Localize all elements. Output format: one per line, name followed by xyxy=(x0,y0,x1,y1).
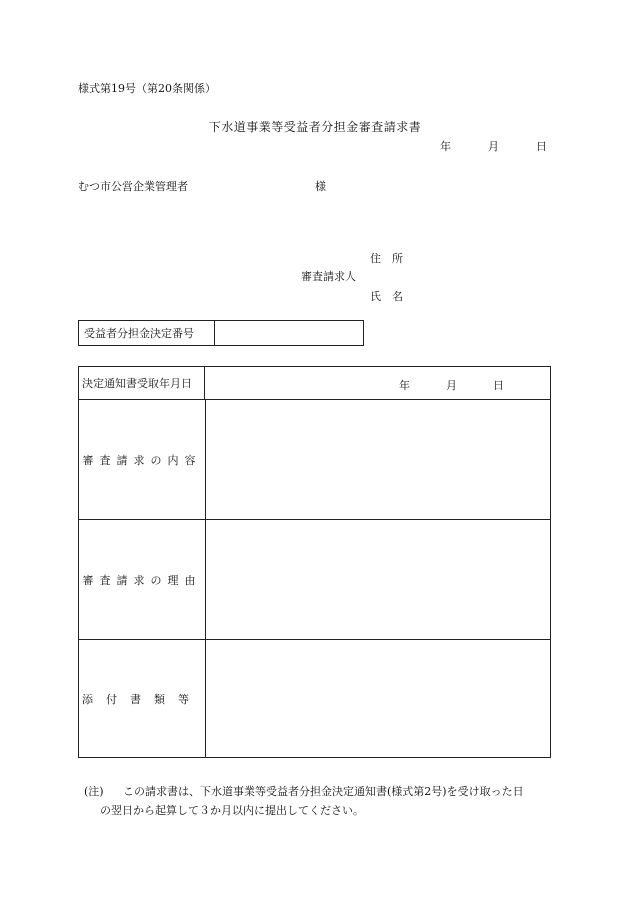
note-text-line1: この請求書は、下水道事業等受益者分担金決定通知書(様式第2号)を受け取った日 xyxy=(123,785,524,798)
content-row xyxy=(79,399,550,519)
attachments-row xyxy=(79,639,550,757)
content-field[interactable] xyxy=(205,400,550,519)
name-label: 氏 名 xyxy=(370,290,403,303)
requester-label: 審査請求人 xyxy=(301,270,356,283)
receipt-month-label: 月 xyxy=(446,379,457,392)
recipient-honorific: 様 xyxy=(315,180,326,193)
decision-number-box xyxy=(78,320,364,346)
reason-label: 審査請求の理由 xyxy=(79,520,206,639)
decision-number-label: 受益者分担金決定番号 xyxy=(79,321,215,345)
receipt-date-row xyxy=(79,367,550,399)
receipt-day-label: 日 xyxy=(493,379,504,392)
date-year-label: 年 xyxy=(440,140,451,153)
date-month-label: 月 xyxy=(488,140,499,153)
address-label: 住 所 xyxy=(370,252,403,265)
reason-field[interactable] xyxy=(205,520,550,639)
recipient-name: むつ市公営企業管理者 xyxy=(78,180,188,193)
decision-number-field[interactable] xyxy=(215,321,363,345)
reason-row xyxy=(79,519,550,639)
document-title: 下水道事業等受益者分担金審査請求書 xyxy=(208,120,422,134)
date-day-label: 日 xyxy=(536,140,547,153)
note-text-line2: の翌日から起算して３か月以内に提出してください。 xyxy=(100,804,364,817)
receipt-year-label: 年 xyxy=(399,379,410,392)
note-label: (注) xyxy=(84,785,104,798)
receipt-date-label: 決定通知書受取年月日 xyxy=(79,367,205,399)
request-details-table xyxy=(78,366,551,758)
attachments-field[interactable] xyxy=(205,640,550,757)
form-number: 様式第19号（第20条関係） xyxy=(78,82,216,95)
attachments-label: 添付書類等 xyxy=(79,640,206,757)
content-label: 審査請求の内容 xyxy=(79,400,206,519)
receipt-date-field[interactable] xyxy=(205,367,550,399)
